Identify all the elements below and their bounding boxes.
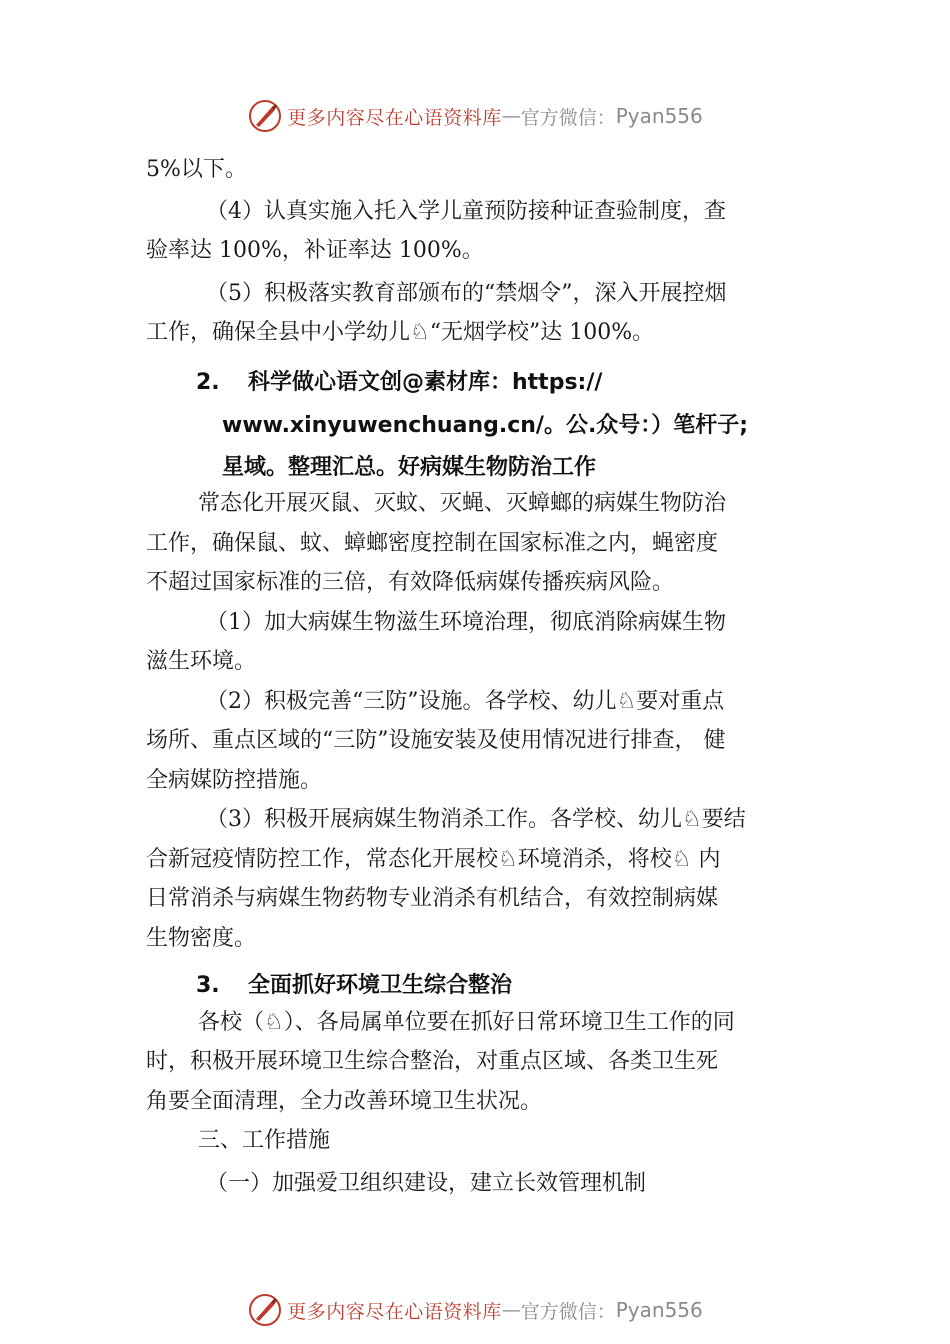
body-line: 时，积极开展环境卫生综合整治，对重点区域、各类卫生死 <box>146 1049 719 1074</box>
footer-banner <box>0 1290 950 1330</box>
body-line: （一）加强爱卫组织建设，建立长效管理机制 <box>206 1171 647 1196</box>
section-heading-number: 3. <box>196 973 220 998</box>
banner-promo-text: 更多内容尽在心语资料库 <box>287 106 502 129</box>
banner-wechat-label: 官方微信： <box>520 106 616 129</box>
body-line: （2）积极完善“三防”设施。各学校、幼儿♘要对重点 <box>206 689 725 714</box>
body-line: 日常消杀与病媒生物药物专业消杀有机结合，有效控制病媒 <box>146 886 719 911</box>
banner-dash: — <box>501 105 521 127</box>
body-line: 场所、重点区域的“三防”设施安装及使用情况进行排查， 健 <box>146 728 726 753</box>
body-line: 常态化开展灭鼠、灭蚊、灭蝇、灭蟑螂的病媒生物防治 <box>198 491 727 516</box>
header-banner <box>0 96 950 136</box>
body-line: 生物密度。 <box>146 926 257 951</box>
body-line: 不超过国家标准的三倍，有效降低病媒传播疾病风险。 <box>146 570 675 595</box>
banner-dash: — <box>501 1299 521 1321</box>
body-line: 角要全面清理，全力改善环境卫生状况。 <box>146 1089 543 1114</box>
body-line: 滋生环境。 <box>146 649 257 674</box>
pen-logo-icon <box>247 1292 283 1328</box>
section-heading-line: 星域。整理汇总。好病媒生物防治工作 <box>222 455 597 480</box>
body-line: 验率达 100%，补证率达 100%。 <box>146 238 484 263</box>
body-line: 全病媒防控措施。 <box>146 768 323 793</box>
body-line: （3）积极开展病媒生物消杀工作。各学校、幼儿♘要结 <box>206 807 746 832</box>
banner-wechat-id: Pyan556 <box>615 104 703 128</box>
banner-wechat-label: 官方微信： <box>520 1300 616 1323</box>
banner-promo-text: 更多内容尽在心语资料库 <box>287 1300 502 1323</box>
section-heading-line: 全面抓好环境卫生综合整治 <box>248 973 513 998</box>
body-line: （4）认真实施入托入学儿童预防接种证查验制度，查 <box>206 199 726 224</box>
body-line: 各校（♘）、各局属单位要在抓好日常环境卫生工作的同 <box>198 1010 735 1035</box>
body-line: 合新冠疫情防控工作，常态化开展校♘环境消杀，将校♘ 内 <box>146 847 721 872</box>
section-heading-number: 2. <box>196 370 220 395</box>
banner-wechat-id: Pyan556 <box>615 1298 703 1322</box>
section-heading-line: 科学做心语文创@素材库：https:// <box>248 370 603 395</box>
section-heading-line: www.xinyuwenchuang.cn/。公.众号：）笔杆子; <box>222 413 749 438</box>
body-line: 三、工作措施 <box>198 1128 331 1153</box>
body-line: 工作，确保全县中小学幼儿♘“无烟学校”达 100%。 <box>146 320 655 345</box>
pen-logo-icon <box>247 98 283 134</box>
body-line: 5%以下。 <box>146 157 247 182</box>
body-line: 工作，确保鼠、蚊、蟑螂密度控制在国家标准之内，蝇密度 <box>146 531 719 556</box>
body-line: （5）积极落实教育部颁布的“禁烟令”，深入开展控烟 <box>206 281 727 306</box>
body-line: （1）加大病媒生物滋生环境治理，彻底消除病媒生物 <box>206 610 726 635</box>
